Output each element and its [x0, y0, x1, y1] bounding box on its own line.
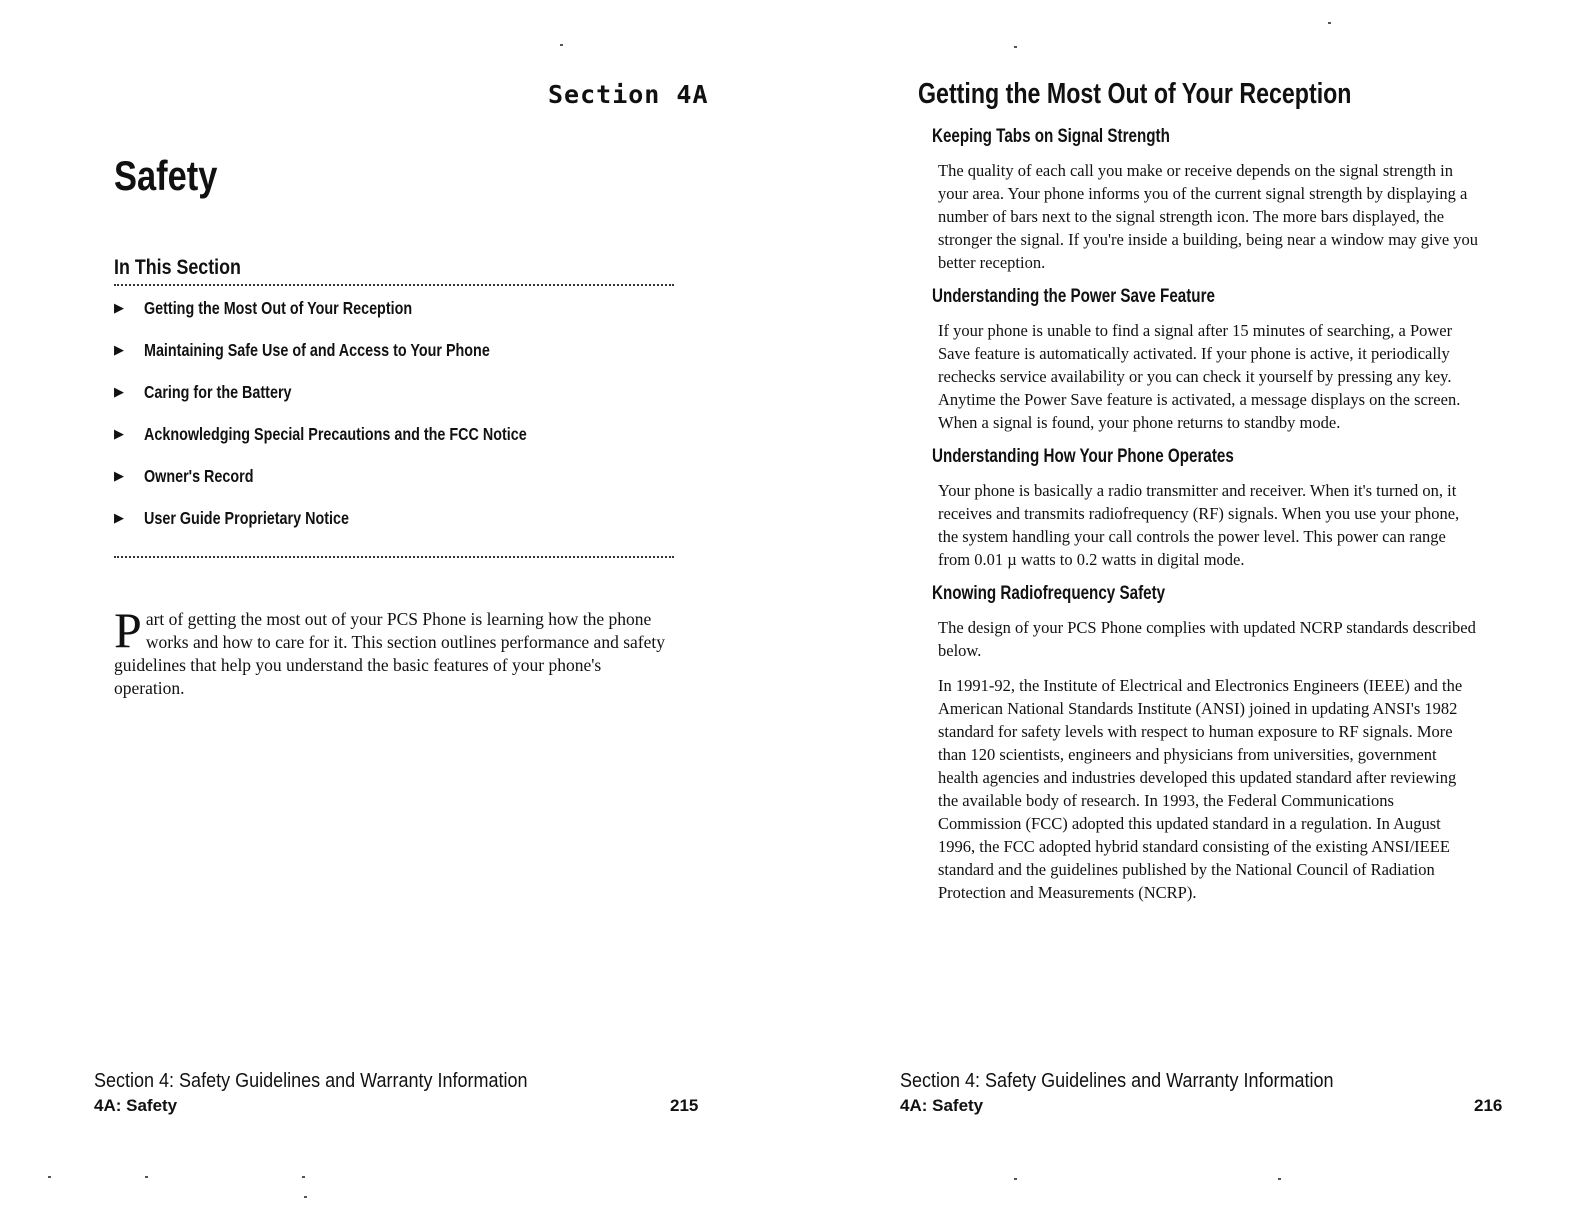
- section-contents-list: [114, 298, 674, 550]
- drop-cap: P: [114, 602, 142, 658]
- in-section-heading: In This Section: [114, 256, 241, 279]
- main-content: [932, 126, 1477, 916]
- body-paragraph: Your phone is basically a radio transmitter and receiver. When it's turned on, it receives and transmits radiofrequency (RF) signals. When you use your phone, the system handling your call controls the power level. This power can range from 0.01 µ watts to 0.2 watts in digital mode.: [938, 481, 1460, 569]
- triangle-bullet-icon: ▶: [114, 343, 124, 358]
- body-paragraph: The design of your PCS Phone complies with updated NCRP standards described below.: [938, 618, 1476, 660]
- page-number: 215: [670, 1096, 699, 1115]
- triangle-bullet-icon: ▶: [114, 469, 124, 484]
- body-paragraph: In 1991-92, the Institute of Electrical and Electronics Engineers (IEEE) and the American National Standards Institute (ANSI) joined in updating ANSI's 1982 standard for safety levels with respect to human exposure to RF signals. More than 120 scientists, engineers and physicians from universities, government health agencies and industries developed this updated standard after reviewing the available body of research. In 1993, the Federal Communications Commission (FCC) adopted this updated standard in a regulation. In August 1996, the FCC adopted hybrid standard consisting of the existing ANSI/IEEE standard and the guidelines published by the National Council of Radiation Protection and Measurements (NCRP).: [938, 676, 1463, 902]
- footer-chapter: 4A: Safety: [94, 1096, 178, 1115]
- body-paragraph: If your phone is unable to find a signal after 15 minutes of searching, a Power Save feature is automatically activated. If your phone is active, it periodically rechecks service availability or you can check it yourself by pressing any key. Anytime the Power Save feature is activated, a message displays on the screen. When a signal is found, your phone returns to standby mode.: [938, 321, 1461, 432]
- divider-top: [114, 284, 674, 286]
- toc-item-label: Owner's Record: [144, 466, 254, 486]
- toc-item: [114, 298, 674, 340]
- divider-bottom: [114, 556, 674, 558]
- body-paragraph: The quality of each call you make or receive depends on the signal strength in your area. Your phone informs you of the current signal strength by displaying a number of bars next to the signal strength icon. The more bars displayed, the stronger the signal. If you're inside a building, being near a window may give you better reception.: [938, 161, 1479, 272]
- page-number: 216: [1474, 1096, 1503, 1115]
- toc-item: [114, 340, 674, 382]
- toc-item-label: User Guide Proprietary Notice: [144, 508, 349, 528]
- footer-chapter: 4A: Safety: [900, 1096, 984, 1115]
- triangle-bullet-icon: ▶: [114, 301, 124, 316]
- scan-speck: [48, 1176, 51, 1178]
- scan-speck: [302, 1176, 305, 1178]
- toc-item: [114, 466, 674, 508]
- toc-item-label: Caring for the Battery: [144, 382, 292, 402]
- right-page: [792, 0, 1584, 1224]
- scan-speck: [304, 1196, 307, 1198]
- toc-item: [114, 382, 674, 424]
- footer-section-title: Section 4: Safety Guidelines and Warranty Information: [900, 1070, 1334, 1092]
- scan-speck: [1328, 22, 1331, 24]
- page-title: Safety: [114, 152, 218, 199]
- section-label: Section 4A: [548, 80, 709, 109]
- subsection-heading: Knowing Radiofrequency Safety: [932, 583, 1166, 604]
- scan-speck: [1014, 1178, 1017, 1180]
- page-title: Getting the Most Out of Your Reception: [918, 78, 1352, 110]
- triangle-bullet-icon: ▶: [114, 385, 124, 400]
- toc-item: [114, 424, 674, 466]
- scan-speck: [1278, 1178, 1281, 1180]
- toc-item-label: Acknowledging Special Precautions and the FCC Notice: [144, 424, 527, 444]
- scan-speck: [1014, 46, 1017, 48]
- subsection-heading: Understanding the Power Save Feature: [932, 286, 1215, 307]
- toc-item: [114, 508, 674, 550]
- toc-item-label: Getting the Most Out of Your Reception: [144, 298, 413, 318]
- subsection-heading: Keeping Tabs on Signal Strength: [932, 126, 1170, 147]
- footer-section-title: Section 4: Safety Guidelines and Warranty Information: [94, 1070, 528, 1092]
- subsection-heading: Understanding How Your Phone Operates: [932, 446, 1234, 467]
- toc-item-label: Maintaining Safe Use of and Access to Your Phone: [144, 340, 490, 360]
- scan-speck: [145, 1176, 148, 1178]
- intro-text: art of getting the most out of your PCS Phone is learning how the phone works and how to care for it. This section outlines performance and safety guidelines that help you understand the basic features of your phone's operation.: [114, 609, 665, 698]
- triangle-bullet-icon: ▶: [114, 511, 124, 526]
- scan-speck: [560, 44, 563, 46]
- intro-paragraph: [114, 602, 674, 700]
- triangle-bullet-icon: ▶: [114, 427, 124, 442]
